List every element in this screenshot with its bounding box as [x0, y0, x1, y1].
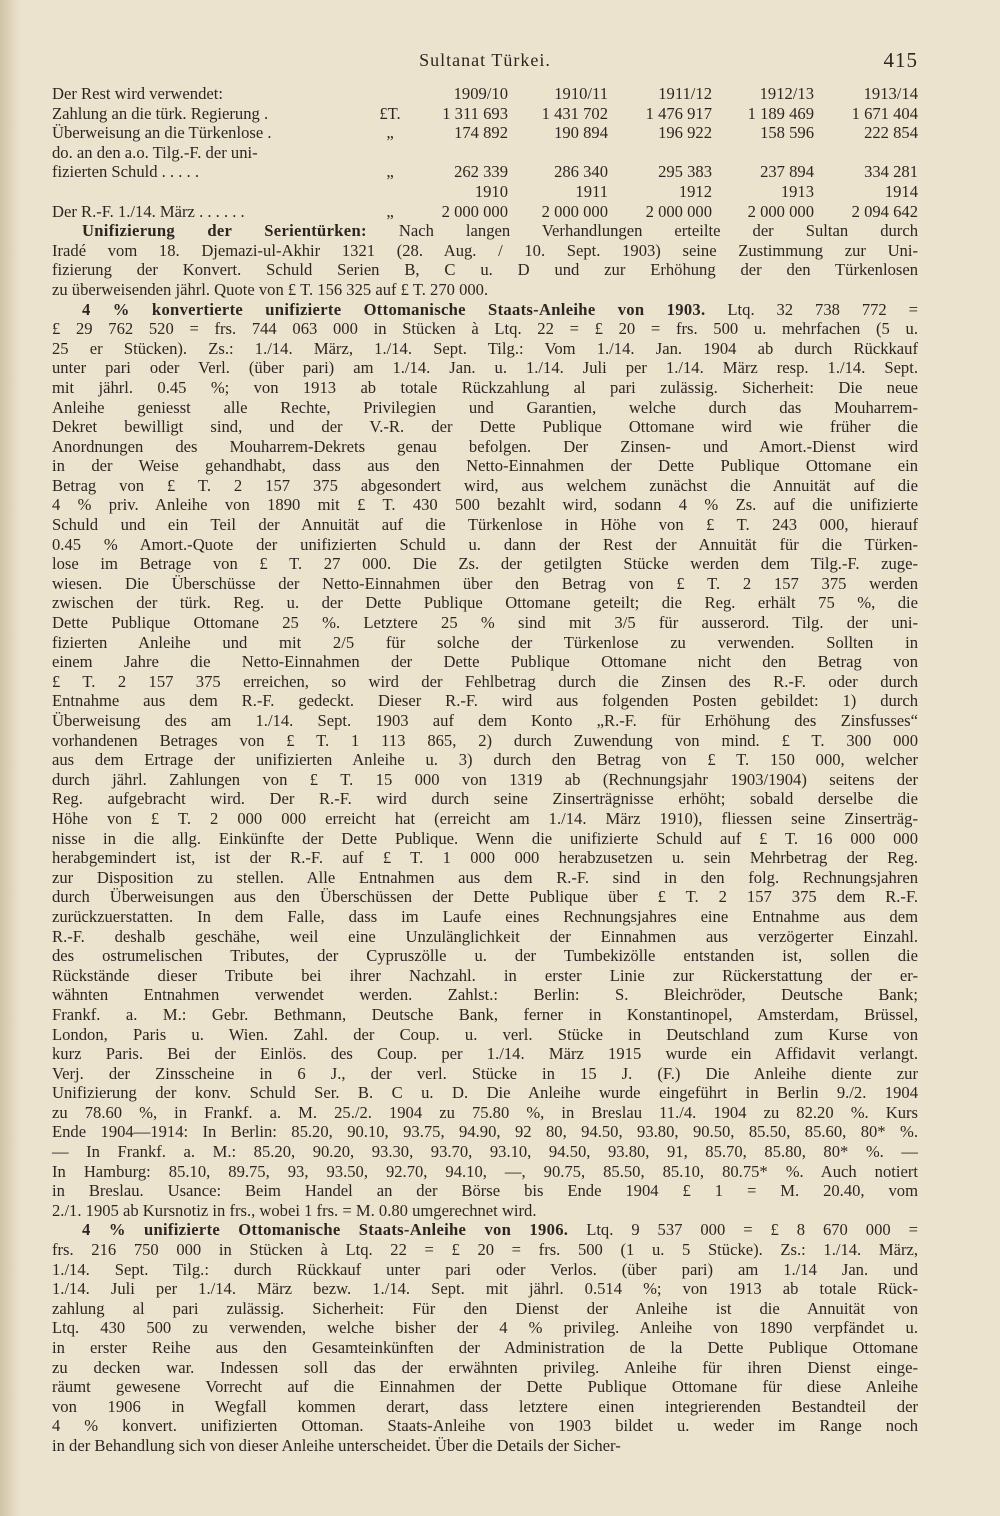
- line-text: 4 % konvert. unifizierten Ottoman. Staats-Anleihe von 1903 bildet u. weder im Range noch: [52, 1416, 918, 1436]
- text-line: [52, 770, 918, 790]
- text-line: [52, 1142, 918, 1162]
- line-text: durch jährl. Zahlungen von £ T. 15 000 von 1319 ab (Rechnungsjahr 1903/1904) seitens der: [52, 769, 918, 789]
- table-row: [52, 84, 918, 104]
- text-line: [52, 398, 918, 418]
- text-line: [52, 809, 918, 829]
- text-line: [52, 1201, 918, 1221]
- text-line: [52, 515, 918, 535]
- text-line: [52, 750, 918, 770]
- line-text: Nach langen Verhandlungen erteilte der Sultan durch: [398, 221, 918, 241]
- line-text: zu überweisenden jährl. Quote von £ T. 156 325 auf £ T. 270 000.: [52, 279, 489, 299]
- line-text: durch Überweisungen aus den Überschüssen der Dette Publique über £ T. 2 157 375 dem R.-F.: [52, 887, 918, 907]
- row-unit: „: [386, 162, 394, 182]
- line-text: Rückstände dieser Tribute bei ihrer Nachzahl. in erster Linie zur Rückerstattung der er-: [52, 965, 918, 985]
- table-cell: [814, 143, 918, 163]
- text-line: [52, 789, 918, 809]
- text-line: [52, 378, 918, 398]
- line-text: räumt gewesene Vorrecht auf die Einnahmen der Dette Publique Ottomane für diese Anleihe: [52, 1377, 918, 1397]
- line-text: In Hamburg: 85.10, 89.75, 93, 93.50, 92.70, 94.10, —, 90.75, 85.50, 85.10, 80.75* %. Auch notiert: [52, 1161, 918, 1181]
- row-label: do. an den a.o. Tilg.-F. der uni-: [52, 142, 258, 162]
- text-line: [52, 495, 918, 515]
- table-cell: 1 431 702: [541, 103, 608, 123]
- table-cell: [408, 143, 508, 163]
- line-text: zu 78.60 %, in Frankf. a. M. 25./2. 1904 zu 75.80 %, in Breslau 11./4. 1904 zu 82.20 %. Kurs: [52, 1102, 918, 1122]
- line-text: Überweisung des am 1./14. Sept. 1903 auf dem Konto „R.-F. für Erhöhung des Zinsfusses“: [52, 711, 918, 730]
- text-line: [52, 574, 918, 594]
- line-text: unter pari oder Verl. (über pari) am 1./14. Jan. u. 1./14. Juli per 1./14. März resp. 1./14. Sept.: [52, 358, 918, 378]
- row-label: Der R.-F. 1./14. März . . . . . .: [52, 201, 245, 221]
- text-line: [52, 1260, 918, 1280]
- row-unit: £T.: [379, 103, 401, 123]
- text-line: [52, 319, 918, 339]
- line-text: Dette Publique Ottomane 25 %. Letztere 25 % sind mit 3/5 für ausserord. Tilg. der uni-: [52, 613, 918, 633]
- line-text: einem Jahre die Netto-Einnahmen der Dette Publique Ottomane nicht den Betrag von: [52, 652, 918, 672]
- table-cell: [712, 143, 814, 163]
- row-unit: „: [386, 201, 394, 221]
- line-text: £ 29 762 520 = frs. 744 063 000 in Stücken à Ltq. 22 = £ 20 = frs. 500 u. mehrfachen (5 u.: [52, 319, 918, 339]
- text-line: [52, 1240, 918, 1260]
- table-row: [52, 143, 918, 163]
- text-line: [52, 1103, 918, 1123]
- text-line: [52, 633, 918, 653]
- line-text: Schuld und ein Teil der Annuität auf die Türkenlose in Höhe von £ T. 243 000, hierauf: [52, 515, 918, 535]
- text-line: [52, 1397, 918, 1417]
- text-line: [52, 1220, 918, 1240]
- text-line: [52, 829, 918, 849]
- line-text: fizierung der Konvert. Schuld Serien B, C u. D und zur Erhöhung der den Türkenlosen: [52, 260, 918, 280]
- line-text: zahlung al pari zulässig. Sicherheit: Für den Dienst der Anleihe ist die Annuität von: [52, 1298, 918, 1318]
- table-cell: 334 281: [864, 162, 918, 182]
- line-text: 4 % priv. Anleihe von 1890 mit £ T. 430 500 bezahlt wird, sodann 4 % Zs. auf die unifizierte: [52, 495, 918, 515]
- table-row: [52, 162, 918, 182]
- line-text: Iradé vom 18. Djemazi-ul-Akhir 1321 (28. Aug. / 10. Sept. 1903) seine Zustimmung zur Uni-: [52, 240, 918, 260]
- text-line: [52, 535, 918, 555]
- row-unit: [372, 182, 408, 202]
- section-heading: 4 % konvertierte unifizierte Ottomanische Staats-Anleihe von 1903.: [82, 299, 706, 319]
- line-text: Ltq. 430 500 zu verwenden, welche bisher der 4 % privileg. Anleihe von 1890 verpfändet u.: [52, 1318, 918, 1338]
- row-unit: [372, 143, 408, 163]
- text-line: [52, 1416, 918, 1436]
- table-cell: 1913: [780, 181, 814, 201]
- table-cell: 295 383: [658, 162, 712, 182]
- line-text: wähnten Entnahmen verwendet werden. Zahlst.: Berlin: S. Bleichröder, Deutsche Bank;: [52, 985, 918, 1005]
- text-line: [52, 339, 918, 359]
- line-text: 2./1. 1905 ab Kursnotiz in frs., wobei 1 frs. = M. 0.80 umgerechnet wird.: [52, 1200, 537, 1220]
- text-line: [52, 1279, 918, 1299]
- line-text: Dekret bewilligt sind, und der V.-R. der Dette Publique Ottomane wird wie früher die: [52, 417, 918, 437]
- text-line: [52, 907, 918, 927]
- text-line: [52, 1299, 918, 1319]
- line-text: in der Behandlung sich von dieser Anleihe unterscheidet. Über die Details der Sicher-: [52, 1435, 621, 1455]
- text-line: [52, 241, 918, 261]
- table-cell: 262 339: [454, 162, 508, 182]
- line-text: Höhe von £ T. 2 000 000 erreicht hat (erreicht am 1./14. März 1910), fliessen seine Zinserträg-: [52, 808, 918, 828]
- text-line: [52, 946, 918, 966]
- table-cell: 174 892: [454, 123, 508, 143]
- line-text: 25 er Stücken). Zs.: 1./14. März, 1./14. Sept. Tilg.: Vom 1./14. Jan. 1904 ab durch Rückkauf: [52, 338, 918, 358]
- table-cell: 2 000 000: [747, 201, 814, 221]
- text-line: [52, 927, 918, 947]
- text-line: [52, 1025, 918, 1045]
- line-text: in der Weise gehandhabt, dass aus den Netto-Einnahmen der Dette Publique Ottomane ein: [52, 456, 918, 476]
- line-text: in Breslau. Usance: Beim Handel an der Börse bis Ende 1904 £ 1 = M. 20.40, vom: [52, 1181, 918, 1201]
- table-cell: 1909/10: [453, 84, 508, 103]
- line-text: wiesen. Die Überschüsse der Netto-Einnahmen über den Betrag von £ T. 2 157 375 werden: [52, 573, 918, 593]
- table-cell: 1 311 693: [442, 103, 508, 123]
- text-line: [52, 437, 918, 457]
- row-unit: [372, 84, 408, 104]
- line-text: zu decken war. Indessen soll das der erwähnten privileg. Anleihe für ihren Dienst einge-: [52, 1357, 918, 1377]
- table-cell: 1 671 404: [851, 103, 918, 123]
- running-header: [52, 40, 918, 84]
- table-cell: 1911: [575, 181, 608, 201]
- row-label: Überweisung an die Türkenlose .: [52, 123, 272, 143]
- page-number: 415: [883, 48, 918, 72]
- text-line: [52, 260, 918, 280]
- text-line: [52, 1044, 918, 1064]
- text-line: [52, 1377, 918, 1397]
- line-text: aus dem Ertrage der unifizierten Anleihe u. 3) durch den Betrag von £ T. 150 000, welcher: [52, 750, 918, 770]
- running-title: Sultanat Türkei.: [419, 50, 551, 70]
- text-line: [52, 887, 918, 907]
- text-line: [52, 731, 918, 751]
- line-text: Ltq. 32 738 772 =: [727, 299, 918, 319]
- row-label: [52, 182, 372, 202]
- text-line: [52, 476, 918, 496]
- line-text: mit jährl. 0.45 %; von 1913 ab totale Rückzahlung al pari zulässig. Sicherheit: Die neue: [52, 377, 918, 397]
- text-line: [52, 1005, 918, 1025]
- line-text: London, Paris u. Wien. Zahl. der Coup. u. verl. Stücke in Deutschland zum Kurse von: [52, 1024, 918, 1044]
- line-text: 1./14. Sept. Tilg.: durch Rückkauf unter pari oder Verlos. (über pari) am 1./14 Jan. und: [52, 1259, 918, 1279]
- table-cell: 222 854: [864, 123, 918, 143]
- text-line: [52, 966, 918, 986]
- line-text: kurz Paris. Bei der Einlös. des Coup. per 1./14. März 1915 wurde ein Affidavit verlangt.: [52, 1044, 918, 1064]
- row-label: Zahlung an die türk. Regierung .: [52, 103, 269, 123]
- text-line: [52, 300, 918, 320]
- line-text: Frankf. a. M.: Gebr. Bethmann, Deutsche Bank, ferner in Konstantinopel, Amsterdam, Brüssel,: [52, 1004, 918, 1024]
- row-label: Der Rest wird verwendet:: [52, 84, 223, 103]
- text-line: [52, 1358, 918, 1378]
- line-text: fizierten Anleihe und mit 2/5 für solche der Türkenlose zu verwenden. Sollten in: [52, 632, 918, 652]
- line-text: des ostrumelischen Tributes, der Cypruszölle u. der Tumbekizölle entstanden ist, sollen die: [52, 946, 918, 966]
- section-heading: 4 % unifizierte Ottomanische Staats-Anleihe von 1906.: [82, 1220, 569, 1240]
- text-line: [52, 1181, 918, 1201]
- line-text: in erster Reihe aus den Gesamteinkünften der Administration de la Dette Publique Ottomane: [52, 1338, 918, 1357]
- text-line: [52, 848, 918, 868]
- line-text: nisse in die allg. Einkünfte der Dette Publique. Wenn die unifizierte Schuld auf £ T. 16 000 000: [52, 828, 918, 848]
- line-text: 1./14. Juli per 1./14. März bezw. 1./14. Sept. mit jährl. 0.514 %; von 1913 ab totale Rück-: [52, 1279, 918, 1299]
- line-text: Anordnungen des Mouharrem-Dekrets genau befolgen. Der Zinsen- und Amort.-Dienst wird: [52, 436, 918, 456]
- text-line: [52, 711, 918, 731]
- text-line: [52, 280, 918, 300]
- text-line: [52, 1318, 918, 1338]
- table-cell: 158 596: [760, 123, 814, 143]
- text-line: [52, 456, 918, 476]
- line-text: Ltq. 9 537 000 = £ 8 670 000 =: [586, 1220, 918, 1240]
- table-cell: [508, 143, 608, 163]
- text-line: [52, 221, 918, 241]
- book-page: [52, 40, 918, 1456]
- row-unit: „: [386, 123, 394, 143]
- text-line: [52, 613, 918, 633]
- table-row: [52, 123, 918, 143]
- table-cell: 286 340: [554, 162, 608, 182]
- line-text: — In Frankf. a. M.: 85.20, 90.20, 93.30, 93.70, 93.10, 94.50, 93.80, 91, 85.70, 85.80, 80* %. —: [52, 1142, 918, 1162]
- row-label: fizierten Schuld . . . . .: [52, 162, 200, 182]
- line-text: £ T. 2 157 375 erreichen, so wird der Fehlbetrag durch die Zinsen des R.-F. oder durch: [52, 671, 918, 691]
- distribution-table: [52, 84, 918, 221]
- text-line: [52, 593, 918, 613]
- line-text: herabgemindert ist, ist der R.-F. auf £ T. 1 000 000 herabzusetzen u. sein Mehrbetrag der Reg.: [52, 848, 918, 868]
- text-line: [52, 1064, 918, 1084]
- table-cell: 1913/14: [863, 84, 918, 103]
- line-text: zurückzuerstatten. In dem Falle, dass im Laufe eines Rechnungsjahres eine Entnahme aus dem: [52, 906, 918, 926]
- text-line: [52, 1436, 918, 1456]
- table-cell: 237 894: [760, 162, 814, 182]
- line-text: R.-F. deshalb geschähe, weil eine Unzulänglichkeit der Einnahmen aus verzögerter Einzahl.: [52, 926, 918, 946]
- line-text: Entnahme aus dem R.-F. gedeckt. Dieser R.-F. wird aus folgenden Posten gebildet: 1) durch: [52, 691, 918, 711]
- text-line: [52, 1122, 918, 1142]
- table-cell: 1914: [884, 181, 918, 201]
- table-cell: 1912: [678, 181, 712, 201]
- table-cell: 2 000 000: [441, 201, 508, 221]
- table-cell: 1910: [474, 181, 508, 201]
- table-row: [52, 202, 918, 222]
- line-text: Anleihe geniesst alle Rechte, Privilegien und Garantien, welche durch das Mouharrem-: [52, 397, 918, 417]
- text-line: [52, 1083, 918, 1103]
- line-text: vorhandenen Betrages von £ T. 1 113 865, 2) durch Zuwendung von mind. £ T. 300 000: [52, 730, 918, 750]
- text-line: [52, 985, 918, 1005]
- line-text: lose im Betrage von £ T. 27 000. Die Zs. der getilgten Stücke werden dem Tilg.-F. zuge-: [52, 554, 918, 574]
- page-gutter-shadow: [0, 0, 22, 1516]
- line-text: Betrag von £ T. 2 157 375 abgesondert wird, aus welchem zunächst die Annuität auf die: [52, 475, 918, 495]
- text-line: [52, 672, 918, 692]
- line-text: Verj. der Zinsscheine in 6 J., der verl. Stücke in 15 J. (F.) Die Anleihe diente zur: [52, 1063, 918, 1083]
- text-line: [52, 554, 918, 574]
- text-line: [52, 417, 918, 437]
- table-cell: 1 189 469: [747, 103, 814, 123]
- table-cell: 1911/12: [658, 84, 712, 103]
- table-cell: 190 894: [554, 123, 608, 143]
- table-row: [52, 104, 918, 124]
- line-text: frs. 216 750 000 in Stücken à Ltq. 22 = £ 20 = frs. 500 (1 u. 5 Stücke). Zs.: 1./14. März,: [52, 1240, 918, 1260]
- table-cell: 1910/11: [554, 84, 608, 103]
- table-cell: 2 000 000: [645, 201, 712, 221]
- line-text: Unifizierung der konv. Schuld Ser. B. C u. D. Die Anleihe wurde eingeführt in Berlin 9./2. 1904: [52, 1083, 918, 1103]
- text-line: [52, 868, 918, 888]
- line-text: 0.45 % Amort.-Quote der unifizierten Schuld u. dann der Rest der Annuität für die Türken-: [52, 534, 918, 554]
- table-cell: 1912/13: [759, 84, 814, 103]
- text-line: [52, 652, 918, 672]
- line-text: von 1906 in Wegfall kommen derart, dass letztere einen integrierenden Bestandteil der: [52, 1396, 918, 1416]
- text-line: [52, 1162, 918, 1182]
- line-text: zwischen der türk. Reg. u. der Dette Publique Ottomane geteilt; die Reg. erhält 75 %, die: [52, 593, 918, 613]
- table-cell: 1 476 917: [645, 103, 712, 123]
- line-text: Ende 1904—1914: In Berlin: 85.20, 90.10, 93.75, 94.90, 92 80, 94.50, 93.80, 90.50, 85.50, 85.60, 80* %.: [52, 1122, 918, 1142]
- text-line: [52, 358, 918, 378]
- line-text: Reg. aufgebracht wird. Der R.-F. wird durch seine Zinserträgnisse erhöht; sobald derselbe die: [52, 789, 918, 809]
- table-cell: [608, 143, 712, 163]
- table-cell: 2 094 642: [851, 201, 918, 221]
- body-text: [52, 221, 918, 1455]
- table-cell: 2 000 000: [541, 201, 608, 221]
- text-line: [52, 691, 918, 711]
- text-line: [52, 1338, 918, 1358]
- table-cell: 196 922: [658, 123, 712, 143]
- line-text: zur Disposition zu stellen. Alle Entnahmen aus dem R.-F. sind in den folg. Rechnungsjahren: [52, 867, 918, 887]
- table-row: [52, 182, 918, 202]
- section-heading: Unifizierung der Serientürken:: [82, 221, 367, 241]
